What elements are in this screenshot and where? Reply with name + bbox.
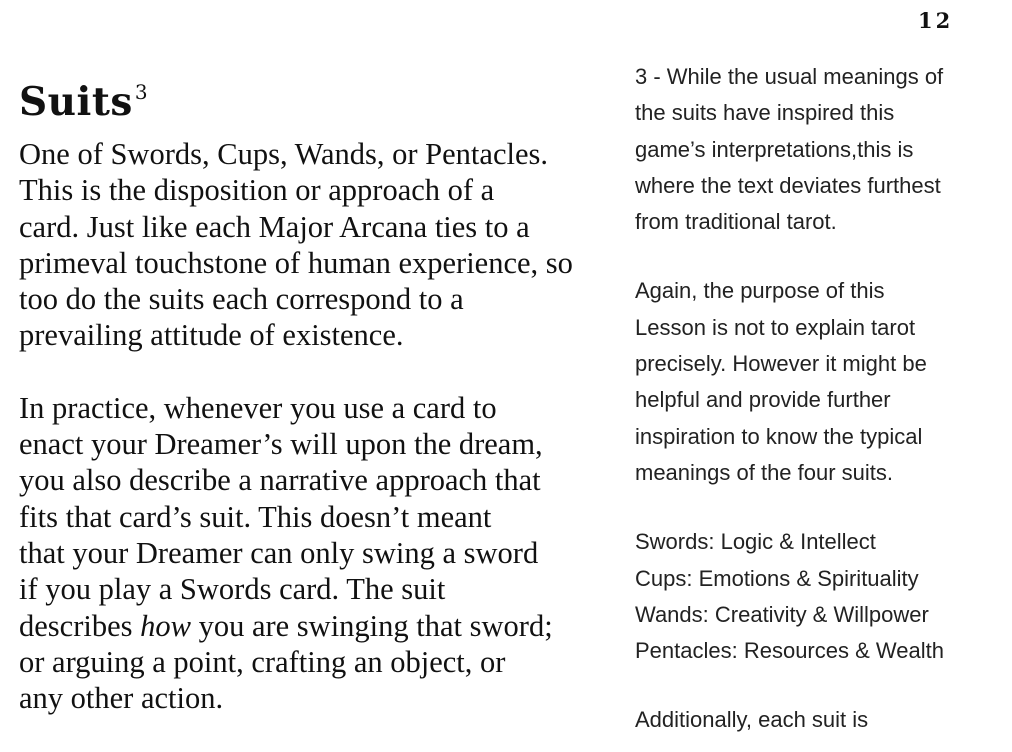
paragraph-in-practice bbox=[19, 390, 619, 717]
note-line: Additionally, each suit is bbox=[635, 707, 869, 733]
note-line: game’s interpretations,this is bbox=[635, 136, 914, 162]
paragraph-suits-definition bbox=[19, 136, 619, 354]
main-column bbox=[19, 66, 619, 752]
note-line: where the text deviates furthest bbox=[635, 172, 941, 198]
note-line: helpful and provide further bbox=[635, 387, 891, 413]
note-line: Lesson is not to explain tarot bbox=[635, 314, 916, 340]
note-line: Again, the purpose of this bbox=[635, 278, 885, 304]
text-fragment: you are swinging that sword; bbox=[190, 608, 553, 643]
text-line: that your Dreamer can only swing a sword bbox=[19, 535, 539, 570]
note-line: from traditional tarot. bbox=[635, 209, 837, 235]
text-line: card. Just like each Major Arcana ties to a bbox=[19, 209, 530, 244]
text-line: In practice, whenever you use a card to bbox=[19, 390, 497, 425]
text-line: primeval touchstone of human experience, so bbox=[19, 245, 573, 280]
suit-meaning-swords: Swords: Logic & Intellect bbox=[635, 529, 876, 555]
text-line: fits that card’s suit. This doesn’t meant bbox=[19, 499, 492, 534]
note-line: 3 - While the usual meanings of bbox=[635, 64, 944, 89]
text-line: This is the disposition or approach of a bbox=[19, 173, 495, 208]
text-line: you also describe a narrative approach that bbox=[19, 463, 541, 498]
suit-meaning-cups: Cups: Emotions & Spirituality bbox=[635, 565, 919, 591]
suit-meaning-wands: Wands: Creativity & Willpower bbox=[635, 601, 929, 627]
page-number: 12 bbox=[918, 8, 954, 33]
suit-meaning-pentacles: Pentacles: Resources & Wealth bbox=[635, 638, 944, 664]
text-line: too do the suits each correspond to a bbox=[19, 282, 464, 317]
heading-text: Suits bbox=[19, 79, 133, 125]
note-line: the suits have inspired this bbox=[635, 100, 895, 126]
text-line: One of Swords, Cups, Wands, or Pentacles. bbox=[19, 137, 548, 171]
text-fragment: describes bbox=[19, 608, 141, 643]
footnote-marker: 3 bbox=[134, 80, 149, 104]
sidebar-notes bbox=[635, 59, 1000, 739]
text-line: prevailing attitude of existence. bbox=[19, 318, 404, 353]
text-line: or arguing a point, crafting an object, or bbox=[19, 644, 506, 679]
section-heading bbox=[19, 66, 619, 128]
suit-meanings-list bbox=[635, 524, 1000, 669]
note-line: inspiration to know the typical bbox=[635, 423, 923, 449]
note-line: precisely. However it might be bbox=[635, 351, 927, 377]
emphasis-how: how bbox=[140, 608, 191, 643]
footnote-3 bbox=[635, 59, 1000, 240]
text-line: if you play a Swords card. The suit bbox=[19, 572, 446, 607]
note-line: meanings of the four suits. bbox=[635, 459, 894, 485]
truncated-note bbox=[635, 702, 1000, 738]
text-line bbox=[19, 608, 619, 644]
text-line: any other action. bbox=[19, 681, 224, 716]
text-line: enact your Dreamer’s will upon the dream, bbox=[19, 427, 543, 462]
purpose-note bbox=[635, 273, 1000, 491]
